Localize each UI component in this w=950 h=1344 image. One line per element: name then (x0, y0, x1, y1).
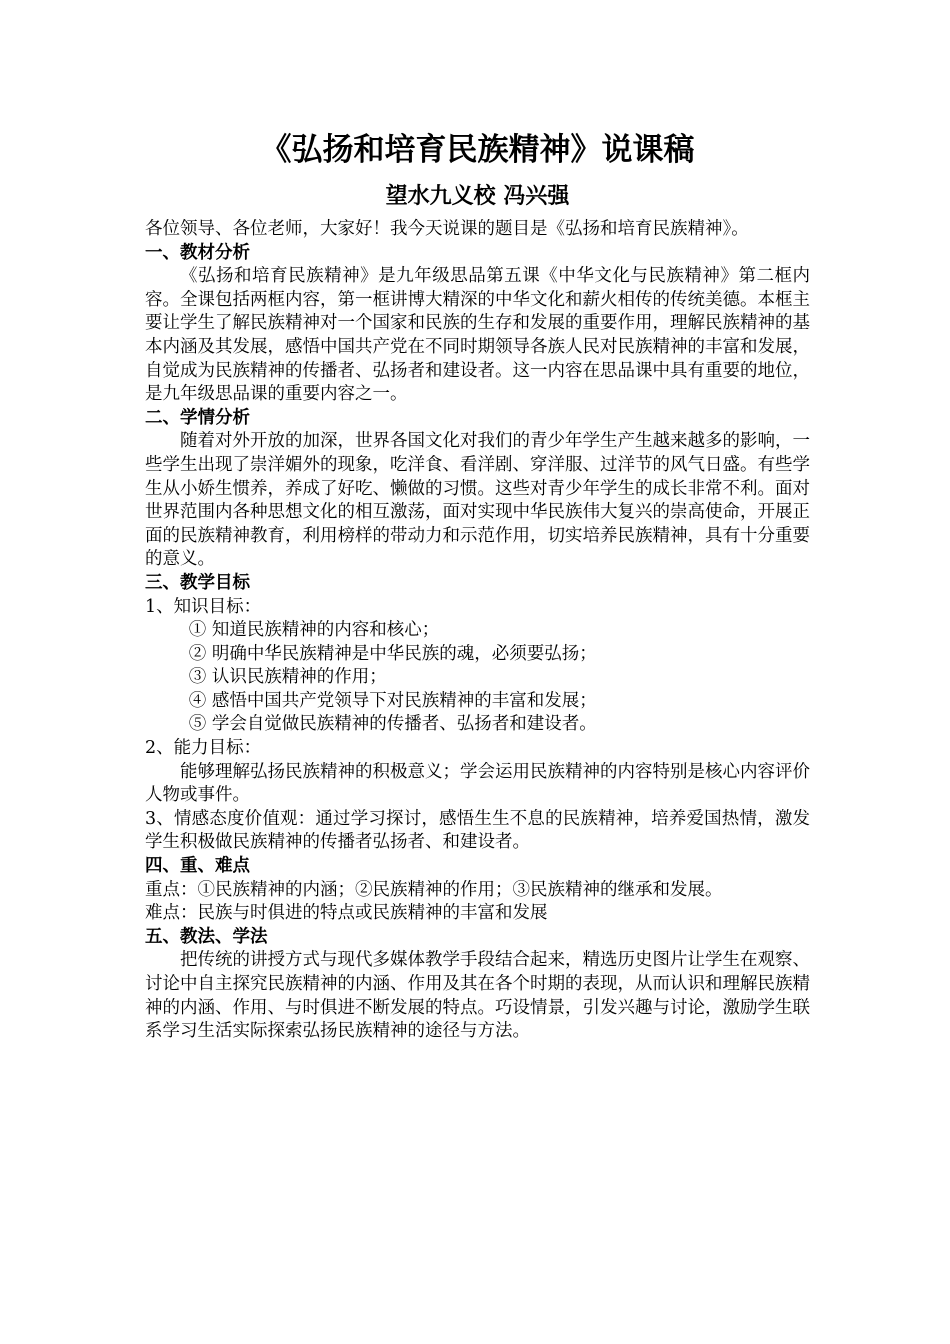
key-points-paragraph: 重点：①民族精神的内涵；②民族精神的作用；③民族精神的继承和发展。 (145, 879, 723, 900)
greeting-paragraph: 各位领导、各位老师，大家好！我今天说课的题目是《弘扬和培育民族精神》。 (145, 219, 749, 239)
knowledge-goal-item: ① 知道民族精神的内容和核心； (188, 620, 440, 641)
section-heading-teaching-goals: 三、教学目标 (145, 572, 250, 593)
knowledge-goal-item: ⑤ 学会自觉做民族精神的传播者、弘扬者和建设者。 (188, 714, 597, 735)
knowledge-goal-item: ② 明确中华民族精神是中华民族的魂，必须要弘扬； (188, 643, 597, 664)
section-heading-methods: 五、教法、学法 (145, 926, 268, 947)
difficult-points-paragraph: 难点：民族与时俱进的特点或民族精神的丰富和发展 (145, 903, 548, 924)
section-heading-student-analysis: 二、学情分析 (145, 407, 250, 428)
methods-paragraph: 把传统的讲授方式与现代多媒体教学手段结合起来，精选历史图片让学生在观察、讨论中自主探究民族精神的内涵、作用及其在各个时期的表现，从而认识和理解民族精神的内涵、作用、与时俱进不断发展的特点。巧设情景，引发兴趣与讨论，激励学生联系学习生活实际探索弘扬民族精神的途径与方法。 (145, 950, 810, 1042)
knowledge-goal-item: ④ 感悟中国共产党领导下对民族精神的丰富和发展； (188, 690, 597, 711)
ability-goals-paragraph: 能够理解弘扬民族精神的积极意义；学会运用民族精神的内容特别是核心内容评价人物或事件。 (145, 761, 810, 806)
textbook-analysis-paragraph: 《弘扬和培育民族精神》是九年级思品第五课《中华文化与民族精神》第二框内容。全课包括两框内容，第一框讲博大精深的中华文化和薪火相传的传统美德。本框主要让学生了解民族精神对一个国家和民族的生存和发展的重要作用，理解民族精神的基本内涵及其发展，感悟中国共产党在不同时期领导各族人民对民族精神的丰富和发展，自觉成为民族精神的传播者、弘扬者和建设者。这一内容在思品课中具有重要的地位，是九年级思品课的重要内容之一。 (145, 266, 810, 405)
document-title: 《弘扬和培育民族精神》说课稿 (260, 132, 695, 168)
student-analysis-paragraph: 随着对外开放的加深，世界各国文化对我们的青少年学生产生越来越多的影响，一些学生出现了崇洋媚外的现象，吃洋食、看洋剧、穿洋服、过洋节的风气日盛。有些学生从小娇生惯养，养成了好吃、懒做的习惯。这些对青少年学生的成长非常不利。面对世界范围内各种思想文化的相互激荡，面对实现中华民族伟大复兴的崇高使命，开展正面的民族精神教育，利用榜样的带动力和示范作用，切实培养民族精神，具有十分重要的意义。 (145, 431, 810, 570)
knowledge-goal-item: ③ 认识民族精神的作用； (188, 667, 387, 688)
emotion-goals-paragraph: 3、情感态度价值观：通过学习探讨，感悟生生不息的民族精神，培养爱国热情，激发学生积极做民族精神的传播者弘扬者、和建设者。 (145, 808, 810, 853)
document-page (145, 128, 810, 1044)
section-heading-key-points: 四、重、难点 (145, 856, 250, 877)
author-line: 望水九义校 冯兴强 (385, 184, 570, 209)
ability-goals-label: 2、能力目标： (145, 738, 262, 759)
knowledge-goals-label: 1、知识目标： (145, 596, 262, 617)
section-heading-textbook-analysis: 一、教材分析 (145, 242, 250, 263)
